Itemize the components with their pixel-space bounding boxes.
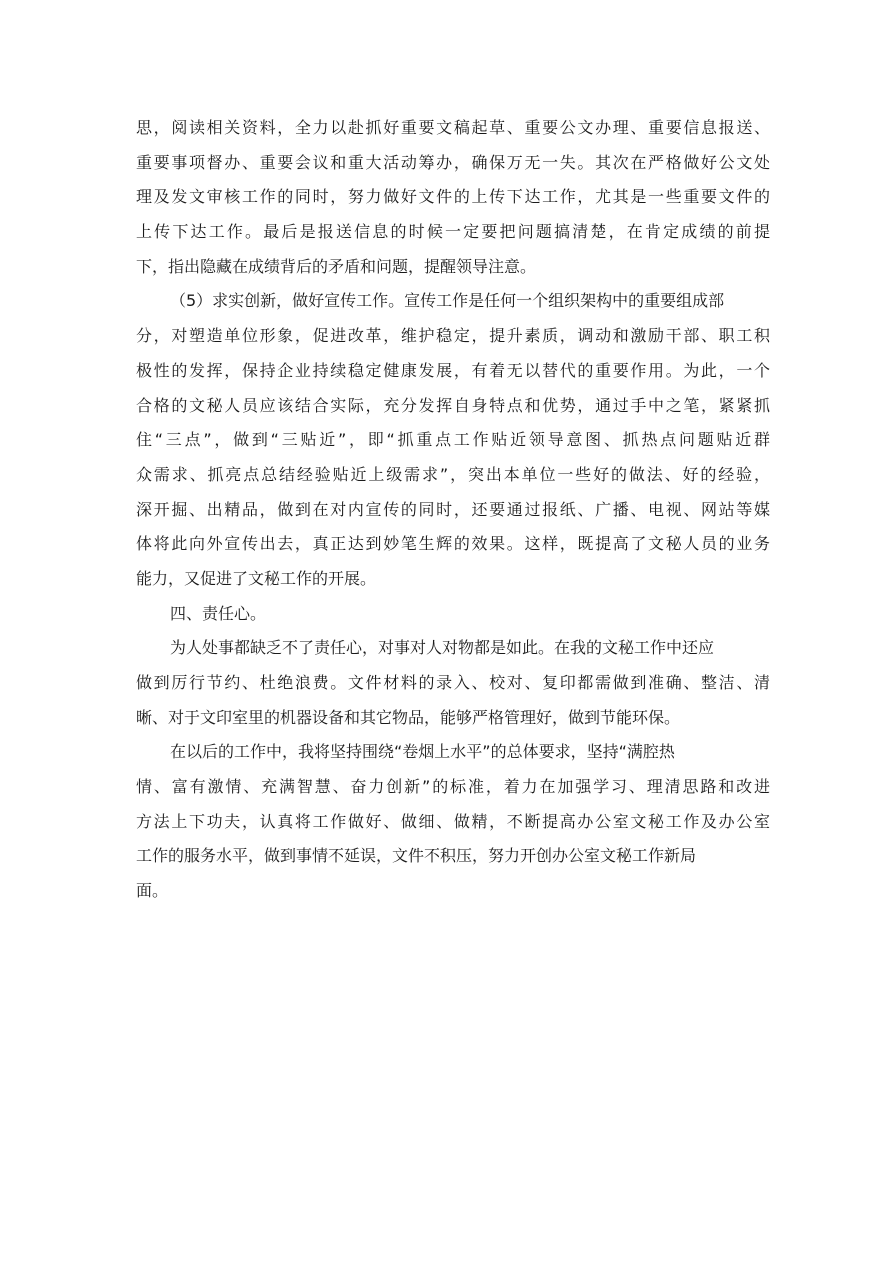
paragraph-start-line: （5）求实创新，做好宣传工作。宣传工作是任何一个组织架构中的重要组成部 [170, 291, 725, 311]
text-line: 众需求、抓亮点总结经验贴近上级需求”，突出本单位一些好的做法、好的经验， [136, 464, 770, 484]
text-line: 深开掘、出精品，做到在对内宣传的同时，还要通过报纸、广播、电视、网站等媒 [136, 499, 770, 519]
text-line: 体将此向外宣传出去，真正达到妙笔生辉的效果。这样，既提高了文秘人员的业务 [136, 534, 770, 554]
paragraph-start-line: 为人处事都缺乏不了责任心，对事对人对物都是如此。在我的文秘工作中还应 [170, 638, 715, 658]
text-line: 面。 [136, 881, 169, 901]
text-line: 能力，又促进了文秘工作的开展。 [136, 568, 377, 588]
text-line: 情、富有激情、充满智慧、奋力创新”的标准，着力在加强学习、理清思路和改进 [136, 777, 770, 797]
paragraph-start-line: 在以后的工作中，我将坚持围绕“卷烟上水平”的总体要求，坚持“满腔热 [170, 742, 675, 762]
text-line: 做到厉行节约、杜绝浪费。文件材料的录入、校对、复印都需做到准确、整洁、清 [136, 673, 770, 692]
text-line: 工作的服务水平，做到事情不延误，文件不积压，努力开创办公室文秘工作新局 [136, 846, 697, 866]
document-body [136, 111, 770, 909]
text-line: 理及发文审核工作的同时，努力做好文件的上传下达工作，尤其是一些重要文件的 [136, 187, 770, 207]
text-line: 下，指出隐藏在成绩背后的矛盾和问题，提醒领导注意。 [136, 256, 537, 276]
text-line: 极性的发挥，保持企业持续稳定健康发展，有着无以替代的重要作用。为此，一个 [136, 360, 770, 380]
text-line: 分，对塑造单位形象，促进改革，维护稳定，提升素质，调动和激励干部、职工积 [136, 326, 770, 346]
section-heading: 四、责任心。 [170, 603, 267, 623]
text-line: 上传下达工作。最后是报送信息的时候一定要把问题搞清楚，在肯定成绩的前提 [136, 222, 770, 242]
text-line: 晰、对于文印室里的机器设备和其它物品，能够严格管理好，做到节能环保。 [136, 707, 681, 727]
text-line: 思，阅读相关资料，全力以赴抓好重要文稿起草、重要公文办理、重要信息报送、 [136, 118, 770, 137]
text-line: 重要事项督办、重要会议和重大活动筹办，确保万无一失。其次在严格做好公文处 [136, 152, 770, 172]
text-line: 住“三点”，做到“三贴近”，即“抓重点工作贴近领导意图、抓热点问题贴近群 [136, 430, 770, 450]
text-line: 合格的文秘人员应该结合实际，充分发挥自身特点和优势，通过手中之笔，紧紧抓 [136, 395, 770, 415]
text-line: 方法上下功夫，认真将工作做好、做细、做精，不断提高办公室文秘工作及办公室 [136, 811, 770, 831]
